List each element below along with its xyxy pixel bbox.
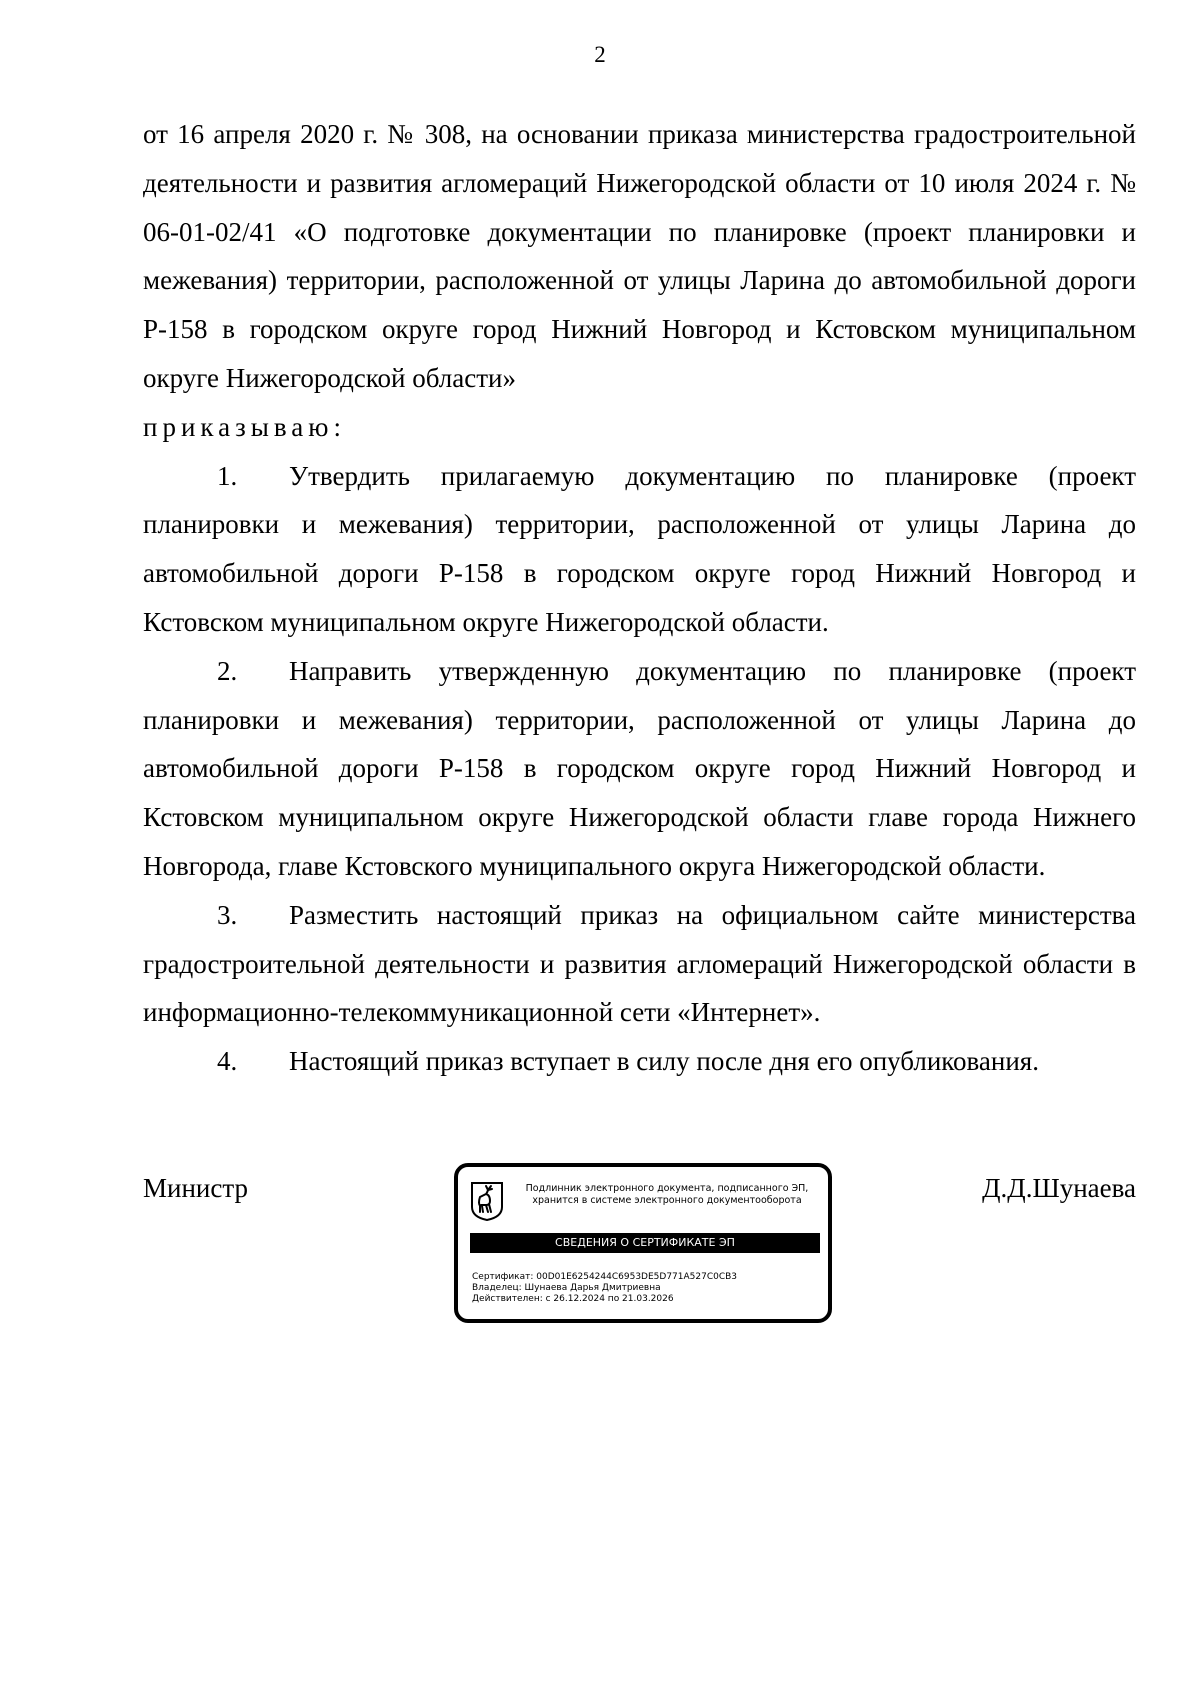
certificate-owner: Владелец: Шунаева Дарья Дмитриевна	[472, 1283, 661, 1293]
item-text: Утвердить прилагаемую документацию по планировке (проект планировки и межевания) территории, расположенной от улицы Ларина до автомобильной дороги Р-158 в городском округе город Нижний Новгород и Кстовском муниципальном округе Нижегородской области.	[143, 460, 1136, 637]
signer-position: Министр	[143, 1173, 248, 1203]
item-number: 2.	[217, 655, 238, 686]
stamp-header-line-1: Подлинник электронного документа, подписанного ЭП,	[525, 1183, 809, 1194]
item-number: 3.	[217, 899, 238, 930]
certificate-validity: Действителен: с 26.12.2024 по 21.03.2026	[472, 1294, 674, 1304]
intro-paragraph: от 16 апреля 2020 г. № 308, на основании приказа министерства градостроительной деятельности и развития агломераций Нижегородской области от 10 июля 2024 г. № 06-01-02/41 «О подготовке документации по планировке (проект планировки и межевания) территории, расположенной от улицы Ларина до автомобильной дороги Р-158 в городском округе город Нижний Новгород и Кстовском муниципальном округе Нижегородской области»	[143, 119, 1136, 393]
order-item-3	[143, 891, 1136, 1037]
nizhny-novgorod-deer-emblem-icon	[470, 1181, 504, 1221]
order-word: приказываю:	[143, 411, 346, 442]
certificate-number: Сертификат: 00D01E6254244C6953DE5D771A527C0CB3	[472, 1272, 738, 1282]
item-text: Направить утвержденную документацию по планировке (проект планировки и межевания) территории, расположенной от улицы Ларина до автомобильной дороги Р-158 в городском округе город Нижний Новгород и Кстовском муниципальном округе Нижегородской области главе города Нижнего Новгорода, главе Кстовского муниципального округа Нижегородской области.	[143, 655, 1136, 881]
item-text: Настоящий приказ вступает в силу после дня его опубликования.	[289, 1046, 1039, 1077]
stamp-certificate-details	[472, 1272, 822, 1305]
electronic-signature-stamp	[454, 1163, 832, 1323]
document-body	[143, 110, 1136, 1086]
stamp-header-line-2: хранится в системе электронного документооборота	[532, 1195, 802, 1206]
page-number: 2	[594, 42, 606, 67]
order-item-2	[143, 647, 1136, 891]
order-item-1	[143, 452, 1136, 647]
stamp-header	[508, 1183, 826, 1207]
item-number: 4.	[217, 1046, 238, 1077]
signature-block	[143, 1163, 1136, 1333]
item-number: 1.	[217, 460, 238, 491]
item-text: Разместить настоящий приказ на официальном сайте министерства градостроительной деятельности и развития агломераций Нижегородской области в информационно-телекоммуникационной сети «Интернет».	[143, 899, 1136, 1028]
signer-name: Д.Д.Шунаева	[982, 1173, 1136, 1203]
order-item-4	[143, 1037, 1136, 1086]
stamp-certificate-bar: СВЕДЕНИЯ О СЕРТИФИКАТЕ ЭП	[470, 1233, 820, 1253]
